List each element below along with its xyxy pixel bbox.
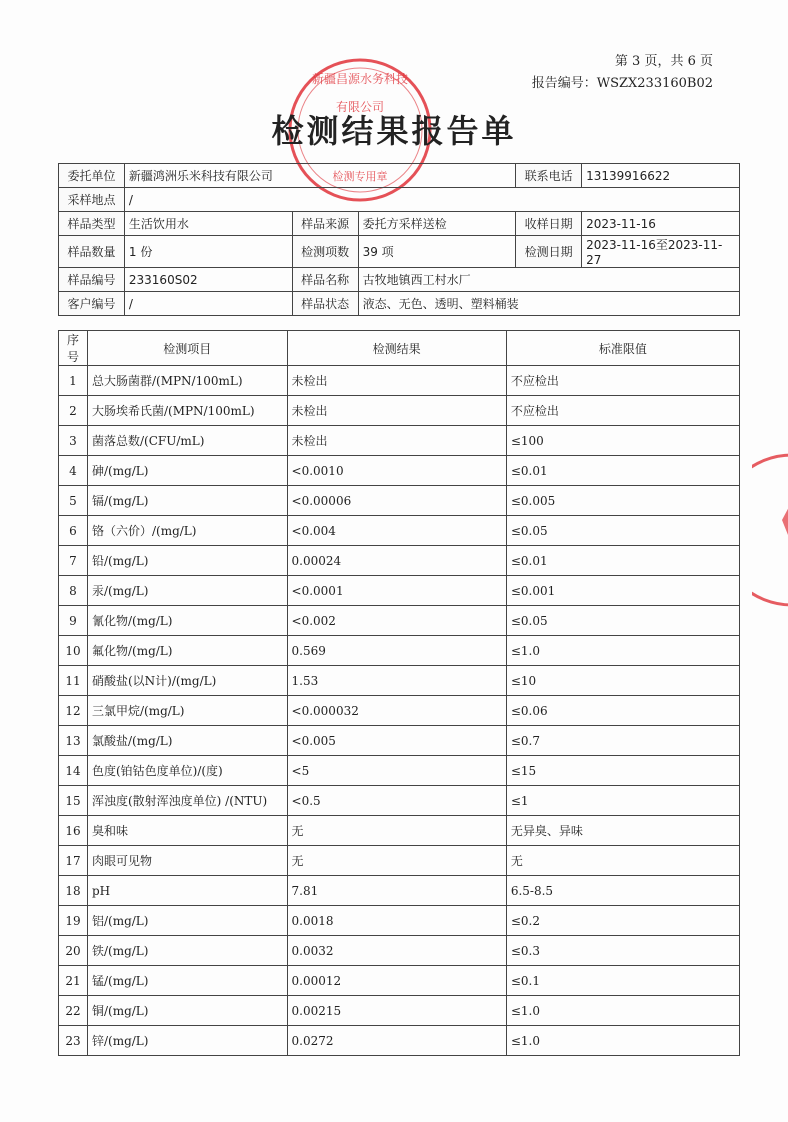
cell-limit: ≤0.2 [506, 906, 739, 936]
cell-limit: 无 [506, 846, 739, 876]
cell-item: 砷/(mg/L) [87, 456, 287, 486]
cell-no: 23 [59, 1026, 88, 1056]
table-row [59, 876, 740, 906]
cell-item: 铬（六价）/(mg/L) [87, 516, 287, 546]
table-row [59, 636, 740, 666]
sample-name-value: 古牧地镇西工村水厂 [358, 268, 739, 292]
cell-limit: 不应检出 [506, 366, 739, 396]
cell-result: <5 [287, 756, 506, 786]
cell-no: 7 [59, 546, 88, 576]
type-label: 样品类型 [59, 212, 125, 236]
client-value: 新疆鸿洲乐米科技有限公司 [124, 164, 515, 188]
client-label: 委托单位 [59, 164, 125, 188]
cell-result: 0.0272 [287, 1026, 506, 1056]
cell-limit: ≤1.0 [506, 1026, 739, 1056]
cell-no: 12 [59, 696, 88, 726]
cell-limit: ≤0.05 [506, 606, 739, 636]
table-row [59, 516, 740, 546]
info-row [59, 268, 740, 292]
cell-item: 铜/(mg/L) [87, 996, 287, 1026]
cell-no: 2 [59, 396, 88, 426]
cell-limit: ≤0.3 [506, 936, 739, 966]
cell-no: 4 [59, 456, 88, 486]
cell-item: 铝/(mg/L) [87, 906, 287, 936]
cell-no: 6 [59, 516, 88, 546]
table-row [59, 456, 740, 486]
page-number: 第 3 页，共 6 页 [614, 54, 713, 69]
items-value: 39 项 [358, 236, 516, 268]
cell-no: 1 [59, 366, 88, 396]
cell-result: <0.00006 [287, 486, 506, 516]
table-row [59, 696, 740, 726]
cell-no: 20 [59, 936, 88, 966]
table-row [59, 906, 740, 936]
cell-result: 0.0032 [287, 936, 506, 966]
cell-limit: 无异臭、异味 [506, 816, 739, 846]
info-row [59, 236, 740, 268]
test-date-label: 检测日期 [516, 236, 582, 268]
svg-text:有限公司: 有限公司 [335, 100, 385, 114]
table-row [59, 846, 740, 876]
info-row [59, 164, 740, 188]
cell-no: 9 [59, 606, 88, 636]
cell-no: 11 [59, 666, 88, 696]
report-number: 报告编号：WSZX233160B02 [531, 76, 713, 91]
cell-item: 镉/(mg/L) [87, 486, 287, 516]
cell-limit: ≤0.06 [506, 696, 739, 726]
edge-seal [752, 450, 788, 610]
cell-limit: ≤100 [506, 426, 739, 456]
cell-limit: ≤1 [506, 786, 739, 816]
cell-result: 7.81 [287, 876, 506, 906]
cell-result: 0.00024 [287, 546, 506, 576]
cell-no: 10 [59, 636, 88, 666]
col-limit: 标准限值 [506, 331, 739, 366]
info-row [59, 212, 740, 236]
page-header [532, 51, 713, 95]
cell-limit: ≤0.01 [506, 546, 739, 576]
cell-limit: 6.5-8.5 [506, 876, 739, 906]
sample-no-value: 233160S02 [124, 268, 292, 292]
cell-item: 硝酸盐(以N计)/(mg/L) [87, 666, 287, 696]
cell-limit: ≤0.1 [506, 966, 739, 996]
results-table [58, 330, 740, 1056]
svg-text:检测专用章: 检测专用章 [332, 170, 388, 183]
cell-no: 5 [59, 486, 88, 516]
table-row [59, 486, 740, 516]
cell-limit: ≤0.7 [506, 726, 739, 756]
info-row [59, 188, 740, 212]
table-row [59, 396, 740, 426]
cell-result: 0.0018 [287, 906, 506, 936]
recv-label: 收样日期 [516, 212, 582, 236]
cell-item: 铅/(mg/L) [87, 546, 287, 576]
cell-no: 22 [59, 996, 88, 1026]
report-title: 检测结果报告单 [271, 112, 517, 150]
cell-item: 三氯甲烷/(mg/L) [87, 696, 287, 726]
cell-item: 肉眼可见物 [87, 846, 287, 876]
cell-no: 3 [59, 426, 88, 456]
qty-value: 1 份 [124, 236, 292, 268]
cell-result: 未检出 [287, 396, 506, 426]
cell-item: 氰化物/(mg/L) [87, 606, 287, 636]
col-item: 检测项目 [87, 331, 287, 366]
table-row [59, 606, 740, 636]
cell-no: 16 [59, 816, 88, 846]
cell-no: 19 [59, 906, 88, 936]
cell-result: <0.002 [287, 606, 506, 636]
cell-item: 臭和味 [87, 816, 287, 846]
table-row [59, 936, 740, 966]
col-result: 检测结果 [287, 331, 506, 366]
phone-label: 联系电话 [516, 164, 582, 188]
table-row [59, 996, 740, 1026]
col-no: 序号 [59, 331, 88, 366]
cell-result: 无 [287, 816, 506, 846]
cell-item: 氯酸盐/(mg/L) [87, 726, 287, 756]
cell-result: 1.53 [287, 666, 506, 696]
source-label: 样品来源 [292, 212, 358, 236]
table-row [59, 966, 740, 996]
cell-result: 0.00215 [287, 996, 506, 1026]
customer-no-value: / [124, 292, 292, 316]
cell-no: 17 [59, 846, 88, 876]
sample-state-value: 液态、无色、透明、塑料桶装 [358, 292, 739, 316]
cell-limit: ≤0.001 [506, 576, 739, 606]
cell-limit: ≤0.01 [506, 456, 739, 486]
results-header [59, 331, 740, 366]
cell-limit: ≤1.0 [506, 636, 739, 666]
cell-result: <0.000032 [287, 696, 506, 726]
sample-no-label: 样品编号 [59, 268, 125, 292]
table-row [59, 576, 740, 606]
cell-result: <0.5 [287, 786, 506, 816]
cell-item: 锌/(mg/L) [87, 1026, 287, 1056]
table-row [59, 666, 740, 696]
customer-no-label: 客户编号 [59, 292, 125, 316]
table-row [59, 426, 740, 456]
cell-limit: ≤0.05 [506, 516, 739, 546]
cell-item: 铁/(mg/L) [87, 936, 287, 966]
cell-result: <0.0010 [287, 456, 506, 486]
phone-value: 13139916622 [582, 164, 740, 188]
cell-result: 未检出 [287, 426, 506, 456]
cell-item: 锰/(mg/L) [87, 966, 287, 996]
table-row [59, 816, 740, 846]
cell-item: 菌落总数/(CFU/mL) [87, 426, 287, 456]
site-value: / [124, 188, 739, 212]
cell-limit: ≤1.0 [506, 996, 739, 1026]
cell-limit: ≤0.005 [506, 486, 739, 516]
cell-result: 0.569 [287, 636, 506, 666]
cell-item: 总大肠菌群/(MPN/100mL) [87, 366, 287, 396]
svg-text:新疆昌源水务科技: 新疆昌源水务科技 [311, 72, 409, 86]
table-row [59, 366, 740, 396]
cell-no: 21 [59, 966, 88, 996]
sample-state-label: 样品状态 [292, 292, 358, 316]
cell-result: <0.0001 [287, 576, 506, 606]
cell-no: 14 [59, 756, 88, 786]
recv-value: 2023-11-16 [582, 212, 740, 236]
table-row [59, 756, 740, 786]
type-value: 生活饮用水 [124, 212, 292, 236]
cell-item: 大肠埃希氏菌/(MPN/100mL) [87, 396, 287, 426]
cell-no: 8 [59, 576, 88, 606]
cell-result: <0.004 [287, 516, 506, 546]
cell-limit: 不应检出 [506, 396, 739, 426]
source-value: 委托方采样送检 [358, 212, 516, 236]
cell-limit: ≤15 [506, 756, 739, 786]
table-row [59, 546, 740, 576]
items-label: 检测项数 [292, 236, 358, 268]
cell-no: 15 [59, 786, 88, 816]
cell-item: 汞/(mg/L) [87, 576, 287, 606]
cell-result: <0.005 [287, 726, 506, 756]
cell-limit: ≤10 [506, 666, 739, 696]
cell-no: 18 [59, 876, 88, 906]
cell-result: 无 [287, 846, 506, 876]
cell-result: 0.00012 [287, 966, 506, 996]
cell-item: 浑浊度(散射浑浊度单位) /(NTU) [87, 786, 287, 816]
cell-item: pH [87, 876, 287, 906]
qty-label: 样品数量 [59, 236, 125, 268]
cell-item: 色度(铂钴色度单位)/(度) [87, 756, 287, 786]
table-row [59, 1026, 740, 1056]
info-row [59, 292, 740, 316]
cell-no: 13 [59, 726, 88, 756]
site-label: 采样地点 [59, 188, 125, 212]
cell-result: 未检出 [287, 366, 506, 396]
sample-info-table [58, 163, 740, 316]
test-date-value: 2023-11-16至2023-11-27 [582, 236, 740, 268]
sample-name-label: 样品名称 [292, 268, 358, 292]
table-row [59, 786, 740, 816]
table-row [59, 726, 740, 756]
cell-item: 氟化物/(mg/L) [87, 636, 287, 666]
